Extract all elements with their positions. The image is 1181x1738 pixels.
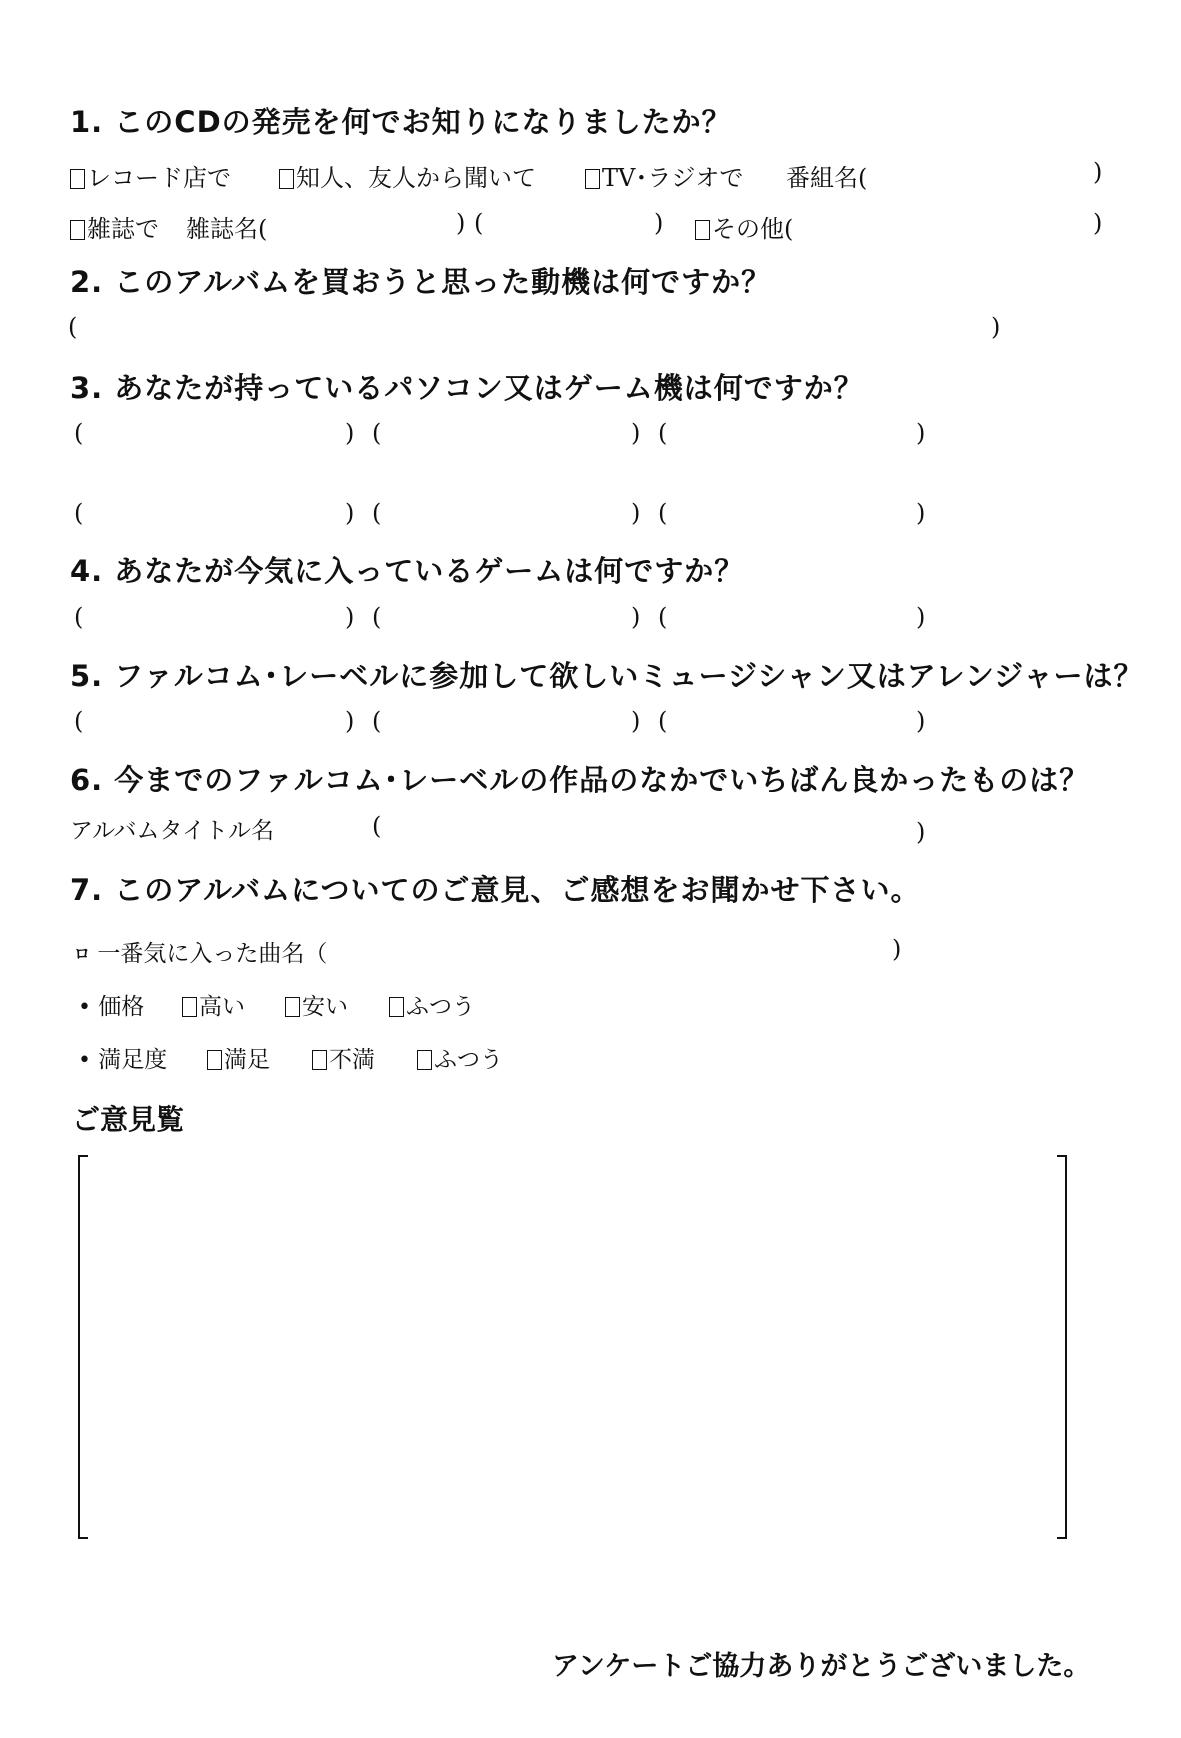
q3-ans5-open: (: [372, 499, 382, 527]
bullet: •: [78, 995, 91, 1020]
q1-program-name-label: 番組名(: [786, 164, 868, 192]
q7-price-label: 価格: [98, 994, 145, 1020]
q7-favorite-song-label: 一番気に入った曲名（: [97, 941, 328, 967]
q6-album-title-close: ): [916, 818, 926, 846]
checkbox[interactable]: [695, 220, 710, 240]
q1-magazine-issue-close: ): [654, 209, 664, 237]
q7-sat-dissatisfied-label: 不満: [329, 1047, 375, 1073]
checkbox[interactable]: [279, 169, 294, 189]
q7-sat-normal[interactable]: [417, 1041, 503, 1074]
q3-ans2-close: ): [631, 419, 641, 447]
q3-ans5-close: ): [631, 499, 641, 527]
q7-sat-satisfied-label: 満足: [224, 1047, 270, 1073]
q7-price-cheap-label: 安い: [302, 994, 348, 1020]
q5-ans3-close: ): [916, 707, 926, 735]
q3-ans2-open: (: [372, 419, 382, 447]
small-square-marker: ロ: [74, 944, 91, 963]
q1-magazine-name-close: ): [456, 209, 466, 237]
q7-satisfaction-row: [78, 1041, 167, 1074]
q4-ans1-open: (: [74, 603, 84, 631]
q7-price-cheap[interactable]: [285, 988, 348, 1021]
comment-box-right-bracket: [1057, 1155, 1067, 1539]
q1-option-friend[interactable]: [279, 158, 536, 193]
q7-price-row: [78, 988, 144, 1021]
q7-price-high-label: 高い: [199, 994, 245, 1020]
q1-option-magazine-label: 雑誌で: [87, 215, 159, 243]
q1-option-record-store[interactable]: [70, 158, 231, 193]
bullet: •: [78, 1048, 91, 1073]
checkbox[interactable]: [285, 997, 300, 1017]
q7-title: 7. このアルバムについてのご意見、ご感想をお聞かせ下さい。: [70, 873, 921, 907]
comment-box[interactable]: [92, 1160, 1052, 1534]
q3-ans4-open: (: [74, 499, 84, 527]
checkbox[interactable]: [207, 1050, 222, 1070]
q1-option-other[interactable]: [695, 209, 793, 244]
q5-ans2-open: (: [372, 707, 382, 735]
q6-album-title-open: (: [372, 812, 382, 840]
q1-program-name-close: ): [1093, 158, 1103, 186]
comment-box-left-bracket: [78, 1155, 88, 1539]
q1-other-close: ): [1093, 209, 1103, 237]
comment-heading: ご意見覧: [72, 1103, 185, 1136]
checkbox[interactable]: [389, 997, 404, 1017]
q3-ans6-open: (: [658, 499, 668, 527]
q4-title: 4. あなたが今気に入っているゲームは何ですか？: [70, 554, 745, 588]
q2-title: 2. このアルバムを買おうと思った動機は何ですか？: [70, 265, 772, 299]
q6-title: 6. 今までのファルコム･レーベルの作品のなかでいちばん良かったものは？: [70, 763, 1090, 797]
q5-ans2-close: ): [631, 707, 641, 735]
q7-sat-dissatisfied[interactable]: [312, 1041, 375, 1074]
q3-ans4-close: ): [345, 499, 355, 527]
q7-favorite-song: [74, 935, 327, 968]
q1-option-other-label: その他(: [712, 215, 794, 243]
q3-ans1-close: ): [345, 419, 355, 447]
q7-price-normal[interactable]: [389, 988, 475, 1021]
checkbox[interactable]: [417, 1050, 432, 1070]
checkbox[interactable]: [70, 169, 85, 189]
q7-sat-normal-label: ふつう: [434, 1047, 503, 1073]
q5-title: 5. ファルコム･レーベルに参加して欲しいミュージシャン又はアレンジャーは？: [70, 659, 1144, 693]
q4-ans3-open: (: [658, 603, 668, 631]
q1-option-tv-radio-label: TV･ラジオで: [602, 164, 744, 192]
q1-option-record-store-label: レコード店で: [87, 164, 231, 192]
checkbox[interactable]: [182, 997, 197, 1017]
thanks-message: アンケートご協力ありがとうございました。: [552, 1651, 1091, 1682]
q1-magazine-name-label: 雑誌名(: [186, 215, 268, 243]
q2-answer-open: (: [68, 313, 78, 341]
q3-ans3-open: (: [658, 419, 668, 447]
q4-ans3-close: ): [916, 603, 926, 631]
q3-ans1-open: (: [74, 419, 84, 447]
q7-favorite-song-close: ): [892, 935, 902, 963]
q5-ans1-open: (: [74, 707, 84, 735]
q6-album-title-label: アルバムタイトル名: [70, 818, 275, 844]
q5-ans3-open: (: [658, 707, 668, 735]
q7-price-high[interactable]: [182, 988, 245, 1021]
q1-option-tv-radio[interactable]: [585, 158, 743, 193]
q4-ans1-close: ): [345, 603, 355, 631]
q1-magazine-issue-open: (: [474, 209, 484, 237]
checkbox[interactable]: [312, 1050, 327, 1070]
q5-ans1-close: ): [345, 707, 355, 735]
checkbox[interactable]: [70, 220, 85, 240]
q3-ans3-close: ): [916, 419, 926, 447]
q3-title: 3. あなたが持っているパソコン又はゲーム機は何ですか？: [70, 371, 864, 405]
q4-ans2-close: ): [631, 603, 641, 631]
q3-ans6-close: ): [916, 499, 926, 527]
q7-price-normal-label: ふつう: [406, 994, 475, 1020]
q7-sat-satisfied[interactable]: [207, 1041, 270, 1074]
q1-title: 1. このCDの発売を何でお知りになりましたか？: [70, 105, 732, 139]
q7-satisfaction-label: 満足度: [98, 1047, 168, 1073]
q4-ans2-open: (: [372, 603, 382, 631]
q2-answer-close: ): [991, 313, 1001, 341]
q1-option-magazine[interactable]: [70, 209, 159, 244]
checkbox[interactable]: [585, 169, 600, 189]
q1-option-friend-label: 知人、友人から聞いて: [296, 164, 536, 192]
